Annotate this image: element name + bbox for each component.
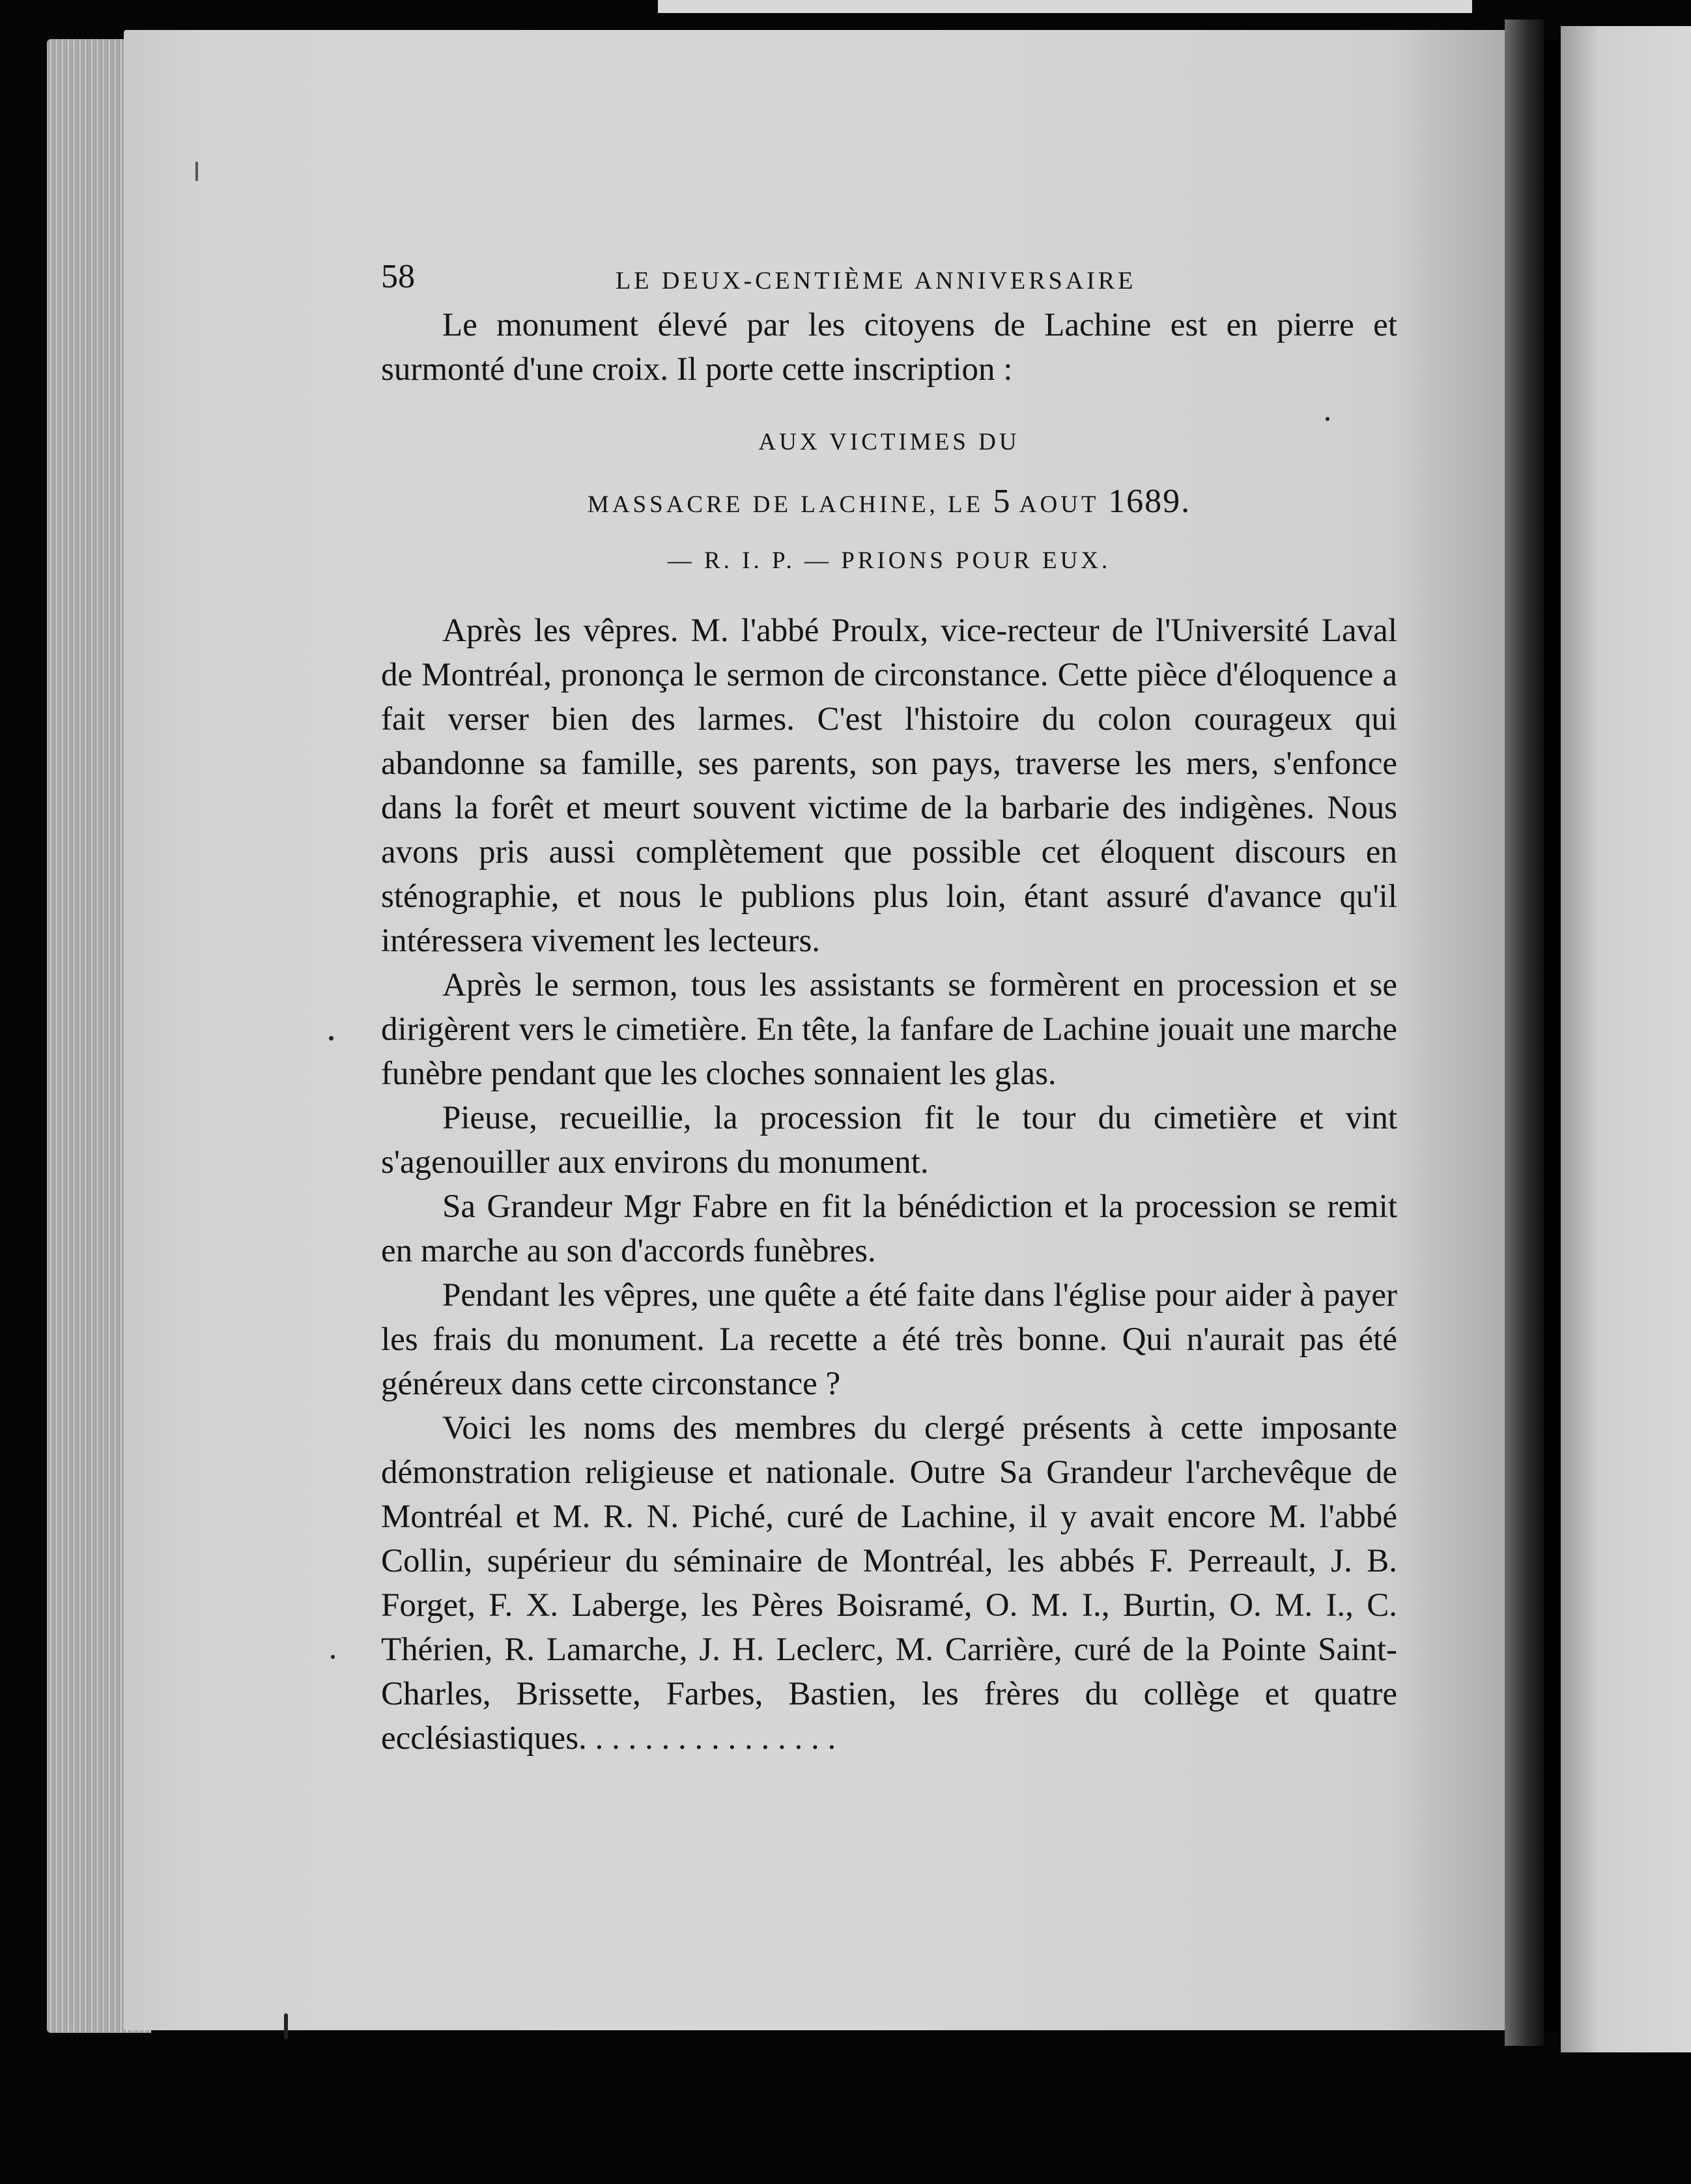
inscription-line-2-text: MASSACRE DE LACHINE, LE bbox=[587, 491, 984, 518]
paragraph-procession: Après le sermon, tous les assistants se formèrent en procession et se dirigèrent vers le cimetière. En tête, la fanfare de Lachine jouait une marche funèbre pendant que les cloches sonnaient les glas. bbox=[381, 967, 1397, 1092]
running-title: LE DEUX-CENTIÈME ANNIVERSAIRE bbox=[616, 267, 1137, 295]
inscription-line-3: — R. I. P. — PRIONS POUR EUX. bbox=[667, 547, 1111, 574]
inscription-day: 5 bbox=[993, 483, 1012, 520]
paragraph-cemetery: Pieuse, recueillie, la procession fit le tour du cimetière et vint s'agenouiller aux environs du monument. bbox=[381, 1100, 1397, 1181]
top-page-strip bbox=[658, 0, 1472, 13]
page-number: 58 bbox=[381, 258, 415, 295]
paragraph-clergy: Voici les noms des membres du clergé présents à cette imposante démonstration religieuse et nationale. Outre Sa Grandeur l'archevêque de Montréal et M. R. N. Piché, curé de Lachine, il y avait encore M. l'abbé Collin, supérieur du séminaire de Montréal, les abbés F. Perreault, J. B. Forget, F. X. Laberge, les Pères Boisramé, O. M. I., Burtin, O. M. I., C. Thérien, R. Lamarche, J. H. Leclerc, M. Carrière, curé de la Pointe Saint-Charles, Brissette, Farbes, Bastien, les frères du collège et quatre ecclésiastiques. . . . . . . . . . . . . . . . bbox=[381, 1410, 1397, 1757]
inscription-line-2 bbox=[381, 482, 1397, 521]
running-head bbox=[381, 257, 1397, 303]
intro-paragraph: Le monument élevé par les citoyens de Lachine est en pierre et surmonté d'une croix. Il porte cette inscription : bbox=[381, 307, 1397, 388]
paragraph-sermon: Après les vêpres. M. l'abbé Proulx, vice-recteur de l'Université Laval de Montréal, prononça le sermon de circonstance. Cette pièce d'éloquence a fait verser bien des larmes. C'est l'histoire du colon courageux qui abandonne sa famille, ses parents, son pays, traverse les mers, s'enfonce dans la forêt et meurt souvent victime de la barbarie des indigènes. Nous avons pris aussi complètement que possible cet éloquent discours en sténographie, et nous le publions plus loin, étant assuré d'avance qu'il intéressera vivement les lecteurs. bbox=[381, 612, 1397, 959]
paragraph-collection: Pendant les vêpres, une quête a été faite dans l'église pour aider à payer les frais du monument. La recette a été très bonne. Qui n'aurait pas été généreux dans cette circonstance ? bbox=[381, 1277, 1397, 1402]
inscription-month: AOUT bbox=[1019, 491, 1099, 518]
book-gutter bbox=[1544, 39, 1561, 2033]
book-spine-shadow bbox=[1505, 20, 1544, 2046]
inscription-line-1: AUX VICTIMES DU bbox=[758, 429, 1020, 455]
facing-page-edge bbox=[1561, 26, 1691, 2052]
page-text bbox=[381, 257, 1397, 1760]
inscription-year: 1689. bbox=[1108, 483, 1191, 520]
paragraph-benediction: Sa Grandeur Mgr Fabre en fit la bénédiction et la procession se remit en marche au son d'accords funèbres. bbox=[381, 1188, 1397, 1269]
